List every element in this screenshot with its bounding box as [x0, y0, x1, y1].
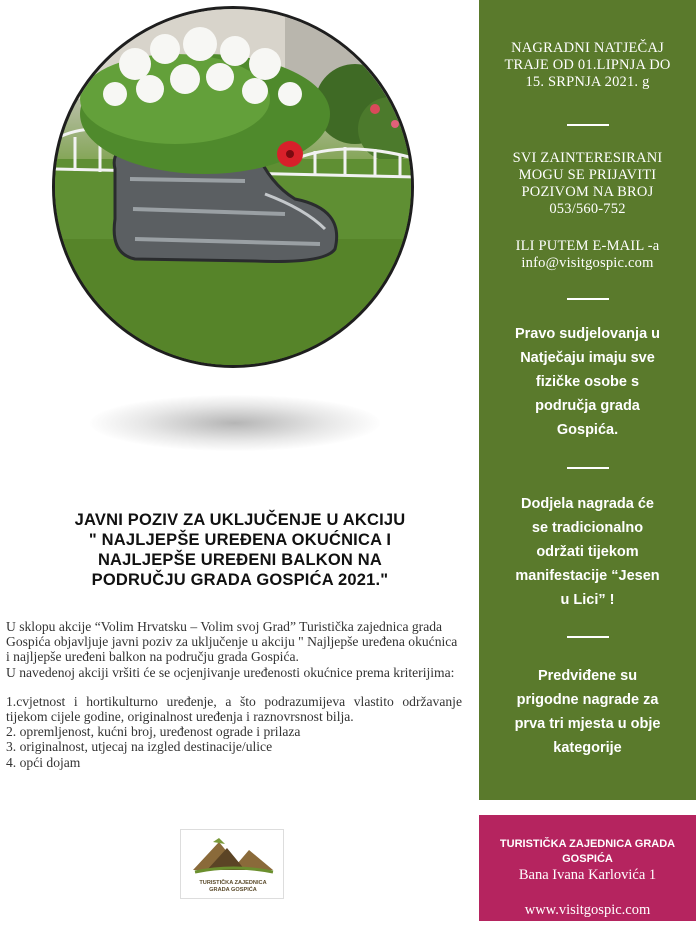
heading-line: " NAJLJEPŠE UREĐENA OKUĆNICA I: [88, 531, 392, 549]
divider: [567, 124, 609, 126]
mountains-icon: [189, 834, 277, 876]
criterion-item: 2. opremljenost, kućni broj, uređenost ograde i prilaza: [6, 724, 301, 740]
prizes-line: kategorije: [553, 740, 622, 756]
footer-org-line: GOSPIĆA: [562, 853, 613, 865]
footer-org: [479, 837, 696, 867]
contact-footer: [479, 815, 696, 921]
awards-line: manifestacije “Jesen: [515, 568, 660, 584]
hero-photo-circle: [52, 6, 414, 368]
deadline-line: NAGRADNI NATJEČAJ: [511, 40, 664, 56]
prizes-block: [479, 664, 696, 760]
deadline-block: [479, 40, 696, 91]
intro-paragraph: U sklopu akcije “Volim Hrvatsku – Volim svoj Grad” Turistička zajednica grada Gospića objavljuje javni poziv za uključenje u akciju " Najljepše uređena okućnica i najljepše uređeni balkon na području grada Gospića.: [6, 619, 458, 665]
call-heading: [20, 510, 460, 590]
criterion-item: 1.cvjetnost i hortikulturno uređenje, a što podrazumijeva vlastito održavanje tijekom cijele godine, originalnost uređenja i raznovrsnost bilja.: [6, 693, 462, 725]
eligibility-block: [479, 322, 696, 442]
contact-line: SVI ZAINTERESIRANI: [512, 150, 663, 166]
criteria-intro: U navedenoj akciji vršiti će se ocjenjivanje uređenosti okućnice prema kriterijima:: [6, 664, 455, 680]
footer-address: Bana Ivana Karlovića 1: [518, 867, 657, 883]
awards-line: u Lici” !: [560, 592, 615, 608]
email-address[interactable]: info@visitgospic.com: [521, 255, 654, 271]
logo-text-line: GRADA GOSPIĆA: [209, 887, 257, 893]
email-line: ILI PUTEM E-MAIL -a: [515, 238, 660, 254]
footer-website-link[interactable]: www.visitgospic.com: [524, 902, 651, 918]
tourist-board-logo: [180, 829, 284, 899]
prizes-line: Predviđene su: [537, 668, 638, 684]
criterion-item: 4. opći dojam: [6, 754, 81, 770]
divider: [567, 636, 609, 638]
call-body: [6, 619, 462, 770]
heading-line: NAJLJEPŠE UREĐENI BALKON NA: [97, 551, 383, 569]
contact-block: [479, 150, 696, 218]
eligibility-line: Pravo sudjelovanja u: [514, 326, 661, 342]
heading-line: PODRUČJU GRADA GOSPIĆA 2021.": [91, 571, 389, 589]
footer-org-line: TURISTIČKA ZAJEDNICA GRADA: [499, 838, 676, 850]
info-sidebar: [479, 0, 696, 800]
eligibility-line: fizičke osobe s: [535, 374, 640, 390]
criterion-item: 3. originalnost, utjecaj na izgled destinacije/ulice: [6, 739, 273, 755]
deadline-line: 15. SRPNJA 2021. g: [525, 74, 650, 90]
eligibility-line: Natječaju imaju sve: [520, 350, 655, 366]
email-block: [479, 238, 696, 272]
awards-line: Dodjela nagrada će: [521, 496, 654, 512]
contact-line: MOGU SE PRIJAVITI: [518, 167, 657, 183]
prizes-line: prva tri mjesta u obje: [514, 716, 661, 732]
contact-line: POZIVOM NA BROJ: [521, 184, 654, 200]
photo-shadow: [90, 395, 380, 451]
heading-line: JAVNI POZIV ZA UKLJUČENJE U AKCIJU: [74, 511, 406, 529]
awards-block: [479, 492, 696, 612]
logo-text-line: TURISTIČKA ZAJEDNICA: [199, 880, 267, 886]
prizes-line: prigodne nagrade za: [516, 692, 659, 708]
awards-line: se tradicionalno: [531, 520, 644, 536]
eligibility-line: Gospića.: [556, 422, 619, 438]
awards-line: održati tijekom: [536, 544, 639, 560]
phone-number: 053/560-752: [549, 201, 626, 217]
flower-boot-illustration: [55, 9, 414, 368]
eligibility-line: područja grada: [535, 398, 640, 414]
flower-boot-photo: [52, 6, 414, 368]
deadline-line: TRAJE OD 01.LIPNJA DO: [504, 57, 671, 73]
divider: [567, 298, 609, 300]
divider: [567, 467, 609, 469]
